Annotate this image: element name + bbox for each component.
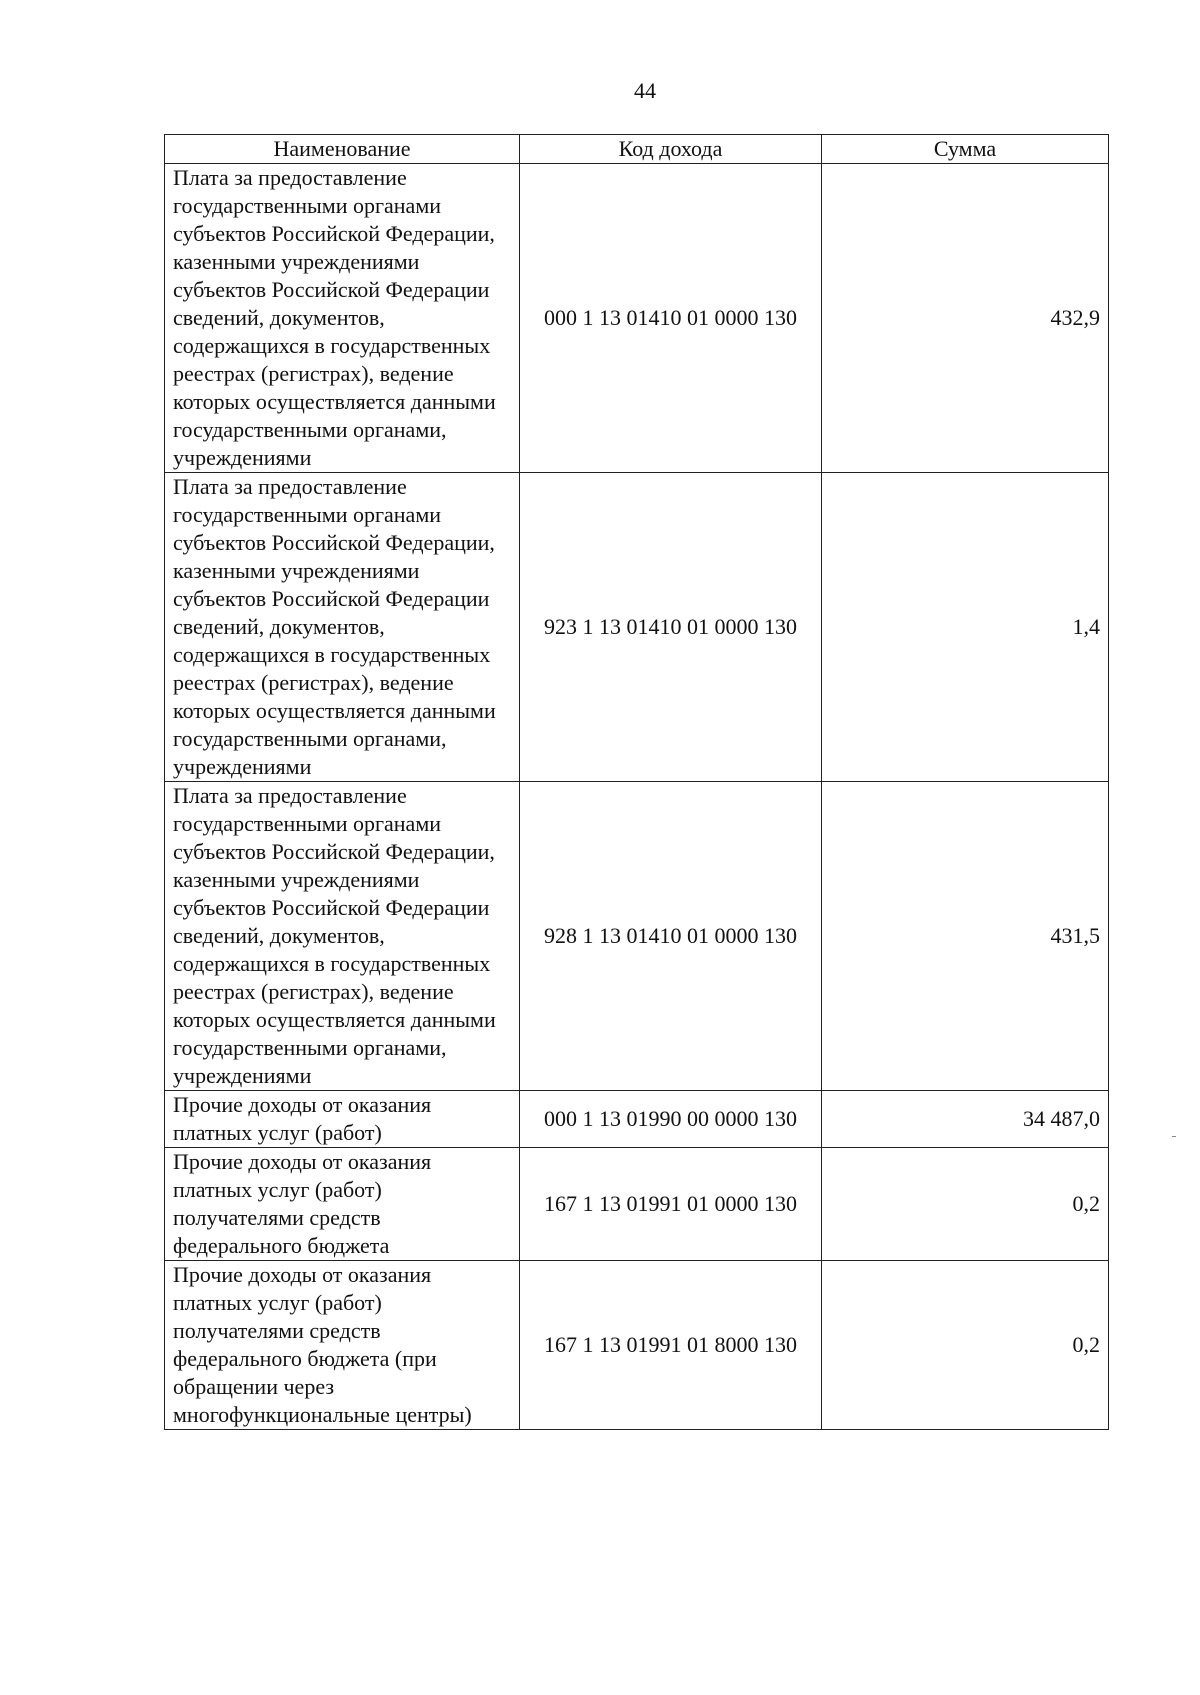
column-header-name: Наименование [165, 135, 520, 164]
row-name-cell: Прочие доходы от оказания платных услуг (работ) получателями средств федерального бюджета [165, 1148, 520, 1261]
table-header-row [165, 135, 1109, 164]
row-name-cell: Плата за предоставление государственными органами субъектов Российской Федерации, казенными учреждениями субъектов Российской Федерации сведений, документов, содержащихся в государственных реестрах (регистрах), ведение которых осуществляется данными государственными органами, учреждениями [165, 782, 520, 1091]
row-code-cell: 000 1 13 01410 01 0000 130 [520, 164, 822, 473]
table-row [165, 473, 1109, 782]
row-name-cell: Плата за предоставление государственными органами субъектов Российской Федерации, казенными учреждениями субъектов Российской Федерации сведений, документов, содержащихся в государственных реестрах (регистрах), ведение которых осуществляется данными государственными органами, учреждениями [165, 473, 520, 782]
column-header-sum: Сумма [822, 135, 1109, 164]
table-row [165, 164, 1109, 473]
row-sum-cell: 432,9 [822, 164, 1109, 473]
table-row [165, 782, 1109, 1091]
row-name-cell: Прочие доходы от оказания платных услуг (работ) получателями средств федерального бюджета (при обращении через многофункциональные центры) [165, 1261, 520, 1430]
row-sum-cell: 34 487,0 [822, 1091, 1109, 1148]
column-header-code: Код дохода [520, 135, 822, 164]
page-number: 44 [634, 78, 656, 103]
scan-speck [1172, 1136, 1176, 1137]
row-code-cell: 167 1 13 01991 01 0000 130 [520, 1148, 822, 1261]
table-row [165, 1091, 1109, 1148]
row-code-cell: 167 1 13 01991 01 8000 130 [520, 1261, 822, 1430]
row-sum-cell: 0,2 [822, 1261, 1109, 1430]
row-code-cell: 923 1 13 01410 01 0000 130 [520, 473, 822, 782]
table-row [165, 1261, 1109, 1430]
row-sum-cell: 1,4 [822, 473, 1109, 782]
revenue-table [164, 134, 1109, 1430]
row-name-cell: Плата за предоставление государственными органами субъектов Российской Федерации, казенными учреждениями субъектов Российской Федерации сведений, документов, содержащихся в государственных реестрах (регистрах), ведение которых осуществляется данными государственными органами, учреждениями [165, 164, 520, 473]
row-name-cell: Прочие доходы от оказания платных услуг (работ) [165, 1091, 520, 1148]
table-row [165, 1148, 1109, 1261]
row-code-cell: 928 1 13 01410 01 0000 130 [520, 782, 822, 1091]
row-sum-cell: 431,5 [822, 782, 1109, 1091]
row-code-cell: 000 1 13 01990 00 0000 130 [520, 1091, 822, 1148]
row-sum-cell: 0,2 [822, 1148, 1109, 1261]
